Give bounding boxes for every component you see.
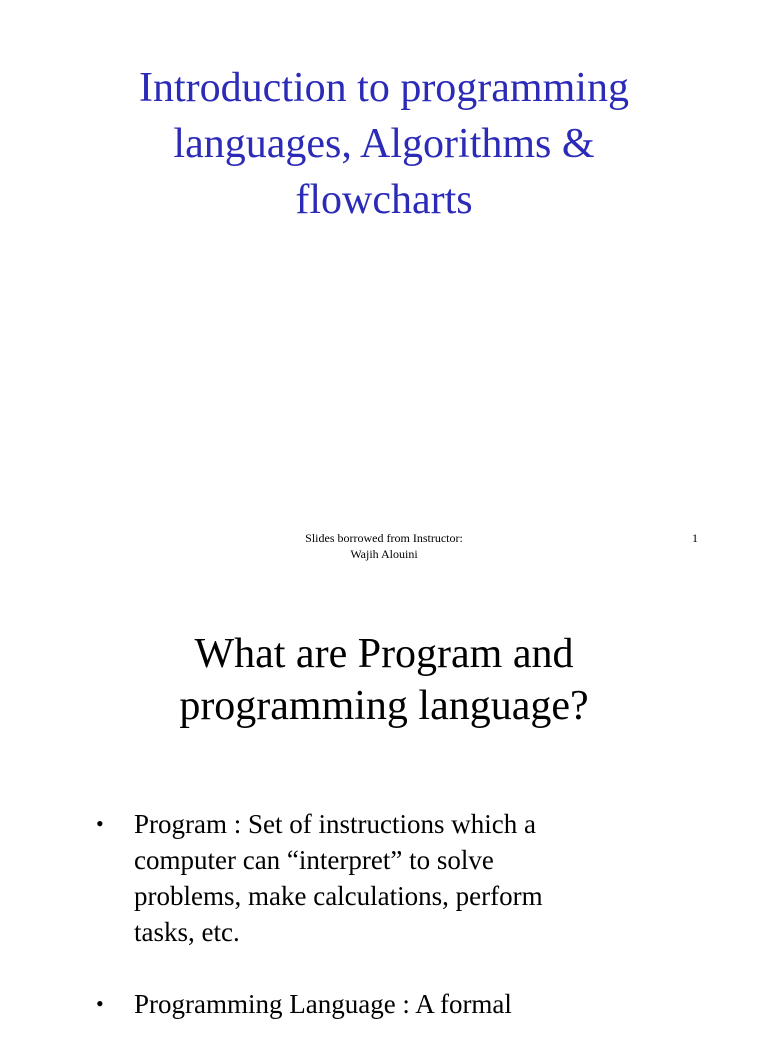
title-line: Introduction to programming xyxy=(139,65,629,111)
footer-line: Wajih Alouini xyxy=(350,547,418,561)
bullet-icon: • xyxy=(96,811,104,836)
bullet-line: tasks, etc. xyxy=(134,917,240,947)
bullet-icon: • xyxy=(96,991,104,1016)
bullet-line: computer can “interpret” to solve xyxy=(134,845,494,875)
slide-title xyxy=(84,628,684,732)
bullet-line: Programming Language : A formal xyxy=(134,989,512,1019)
slide-footer xyxy=(0,530,768,570)
slide-2 xyxy=(0,576,768,1024)
bullet-line: problems, make calculations, perform xyxy=(134,881,543,911)
title-line: flowcharts xyxy=(295,177,473,223)
bullet-item xyxy=(92,986,612,1022)
page-number: 1 xyxy=(692,531,698,545)
footer-line: Slides borrowed from Instructor: xyxy=(305,531,463,545)
title-line: programming language? xyxy=(179,683,589,729)
slide-title xyxy=(64,60,704,228)
bullet-line: Program : Set of instructions which a xyxy=(134,809,536,839)
title-line: languages, Algorithms & xyxy=(173,121,595,167)
title-line: What are Program and xyxy=(194,631,574,677)
bullet-item xyxy=(92,806,612,950)
footer-credit xyxy=(234,530,534,562)
bullet-list xyxy=(92,806,612,1058)
